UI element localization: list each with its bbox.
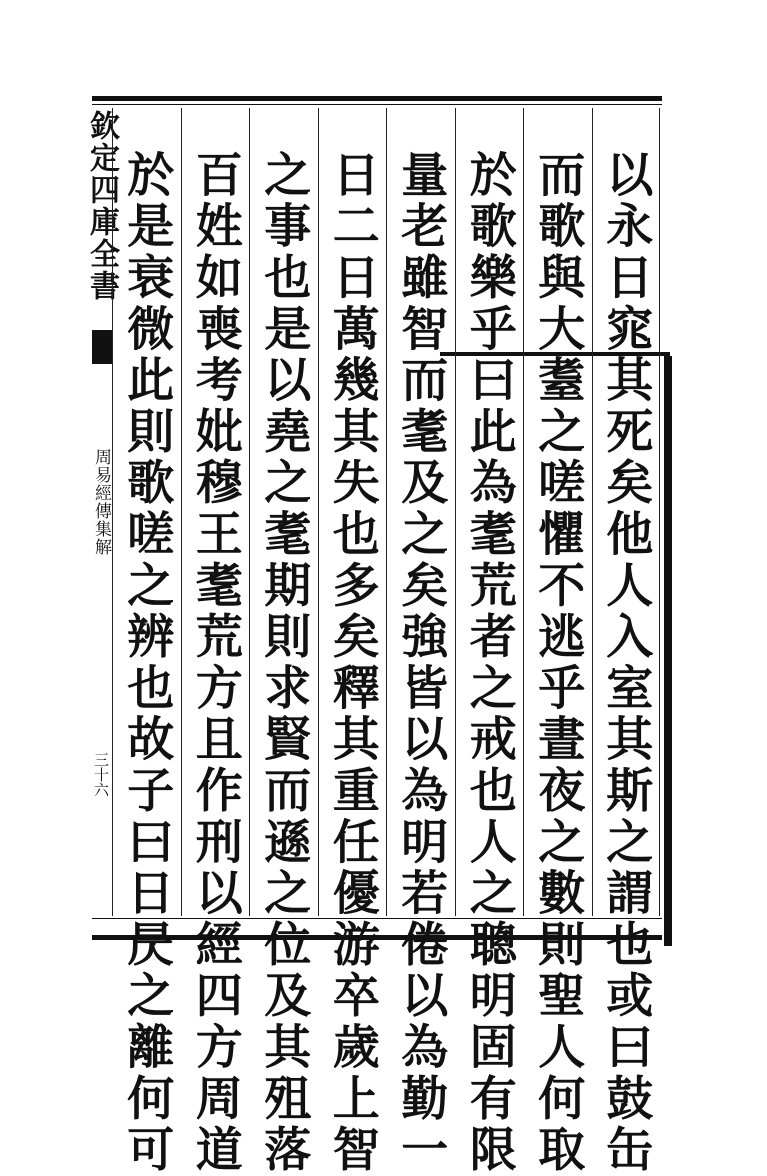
column-text: 以永日窕其死矣他人入室其斯之謂也或曰鼓缶 (598, 150, 654, 1176)
text-column (318, 108, 387, 1176)
page-number: 三十六 (92, 752, 110, 797)
text-columns (112, 108, 660, 1176)
binding-rule-right (664, 356, 672, 946)
text-column (112, 108, 181, 1176)
text-column (386, 108, 455, 1176)
margin-black-block (92, 330, 112, 364)
column-text: 於歌樂乎曰此為耄荒者之戒也人之聰明固有限 (461, 150, 517, 1176)
book-title: 欽定四庫全書 (84, 110, 119, 302)
column-text: 於是衰微此則歌嗟之辨也故子曰日昃之離何可 (119, 150, 175, 1176)
text-column (523, 108, 592, 1176)
column-text: 量老雖智而耄及之矣強皆以為明若倦以為勤一 (393, 150, 449, 1176)
text-column (181, 108, 250, 1176)
column-text: 日二日萬幾其失也多矣釋其重任優游卒歲上智 (324, 150, 380, 1176)
column-text: 之事也是以堯之耄期則求賢而遜之位及其殂落 (256, 150, 312, 1176)
column-text: 而歌與大耋之嗟懼不逃乎晝夜之數則聖人何取 (530, 150, 586, 1176)
text-column (592, 108, 661, 1176)
section-title: 周易經傳集解 (91, 448, 111, 556)
column-text: 百姓如喪考妣穆王耄荒方且作刑以經四方周道 (187, 150, 243, 1176)
frame-inner-top-rule (92, 104, 662, 105)
text-column (249, 108, 318, 1176)
text-column (455, 108, 524, 1176)
